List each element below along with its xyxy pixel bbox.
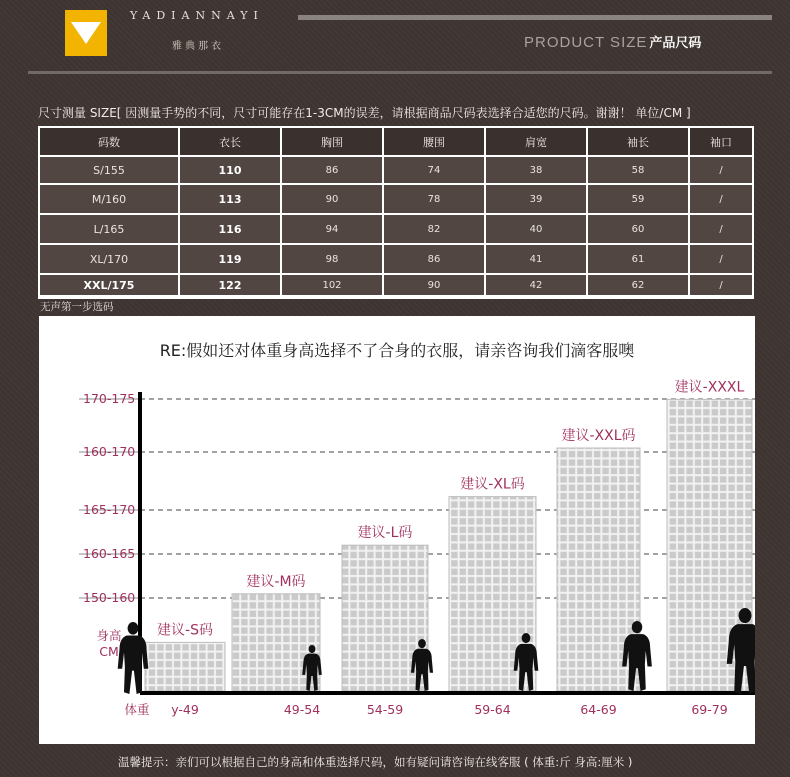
section-title-cn: 产品尺码: [649, 35, 702, 50]
header-divider-top: [298, 15, 772, 20]
size-table: [38, 126, 754, 299]
brand-name: YADIANNAYI: [130, 9, 264, 22]
y-tick-label: 165-170: [83, 502, 136, 517]
table-cell: 59: [588, 185, 688, 213]
bar-label: 建议-M码: [246, 573, 306, 590]
size-bar: [145, 642, 225, 691]
table-cell: 58: [588, 157, 688, 183]
table-cell: 74: [384, 157, 484, 183]
table-cell: 40: [486, 215, 586, 243]
table-cell: 110: [180, 157, 280, 183]
triangle-down-icon: [71, 22, 101, 44]
table-cell: 119: [180, 245, 280, 273]
table-cell: 62: [588, 275, 688, 295]
table-note: 尺寸测量 SIZE[ 因测量手势的不同，尺寸可能存在1-3CM的误差，请根据商品尺码表选择合适您的尺码。谢谢！ 单位/CM ]: [38, 106, 691, 120]
x-tick-label: 64-69: [580, 702, 617, 717]
table-cell: 86: [384, 245, 484, 273]
table-cell: /: [690, 157, 752, 183]
bar-label: 建议-L码: [357, 525, 413, 542]
bar-label: 建议-XL码: [460, 476, 525, 493]
table-cell: 122: [180, 275, 280, 295]
y-tick-label: 150-160: [83, 590, 136, 605]
table-cell: 38: [486, 157, 586, 183]
size-chart-panel: [39, 316, 755, 744]
logo-badge: [65, 10, 107, 56]
x-tick-label: 69-79: [691, 702, 728, 717]
bar-label: 建议-S码: [157, 622, 213, 639]
y-axis-label: 身高: [96, 628, 122, 643]
table-header-cell: 肩宽: [486, 128, 586, 155]
note-below: 无声第一步选码: [40, 301, 114, 313]
table-cell: M/160: [40, 185, 178, 213]
table-header-cell: 胸围: [282, 128, 382, 155]
table-cell: 41: [486, 245, 586, 273]
section-title: [524, 32, 701, 51]
table-cell: 39: [486, 185, 586, 213]
table-header-cell: 码数: [40, 128, 178, 155]
footer-note: 温馨提示：亲们可以根据自己的身高和体重选择尺码，如有疑问请咨询在线客服 ( 体重:斤 身高:厘米 ): [118, 755, 633, 769]
bar-label: 建议-XXXL: [674, 379, 745, 396]
chart-title: RE:假如还对体重身高选择不了合身的衣服，请亲咨询我们滴客服噢: [159, 341, 635, 360]
table-cell: /: [690, 275, 752, 295]
table-cell: 94: [282, 215, 382, 243]
y-tick-label: 170-175: [83, 391, 136, 406]
table-header-cell: 袖口: [690, 128, 752, 155]
table-header-cell: 衣长: [180, 128, 280, 155]
table-cell: /: [690, 215, 752, 243]
table-cell: 86: [282, 157, 382, 183]
table-cell: /: [690, 185, 752, 213]
table-cell: 90: [384, 275, 484, 295]
person-silhouette: [118, 622, 149, 694]
table-cell: 98: [282, 245, 382, 273]
x-tick-label: 59-64: [474, 702, 511, 717]
size-bar: [342, 545, 428, 691]
table-cell: 102: [282, 275, 382, 295]
table-header-cell: 袖长: [588, 128, 688, 155]
y-axis-unit: CM: [99, 644, 119, 659]
table-cell: 90: [282, 185, 382, 213]
table-cell: 113: [180, 185, 280, 213]
x-tick-label: 49-54: [283, 702, 321, 717]
x-tick-label: y-49: [171, 702, 199, 717]
section-title-en: PRODUCT SIZE: [524, 34, 648, 51]
table-cell: 78: [384, 185, 484, 213]
header-divider-bottom: [28, 71, 772, 74]
brand-name-cn: 雅典那衣: [172, 41, 224, 52]
x-tick-label: 54-59: [366, 702, 404, 717]
table-cell: 42: [486, 275, 586, 295]
bar-label: 建议-XXL码: [561, 428, 636, 444]
y-tick-label: 160-170: [83, 444, 136, 459]
y-tick-label: 160-165: [83, 546, 136, 561]
size-chart: [39, 316, 755, 744]
table-cell: 116: [180, 215, 280, 243]
table-cell: 82: [384, 215, 484, 243]
table-cell: /: [690, 245, 752, 273]
table-cell: L/165: [40, 215, 178, 243]
table-cell: XXL/175: [40, 275, 178, 295]
table-cell: XL/170: [40, 245, 178, 273]
table-cell: S/155: [40, 157, 178, 183]
table-cell: 60: [588, 215, 688, 243]
x-axis-label: 体重: [124, 702, 150, 717]
table-cell: 61: [588, 245, 688, 273]
page-header: [0, 0, 790, 80]
table-header-cell: 腰围: [384, 128, 484, 155]
